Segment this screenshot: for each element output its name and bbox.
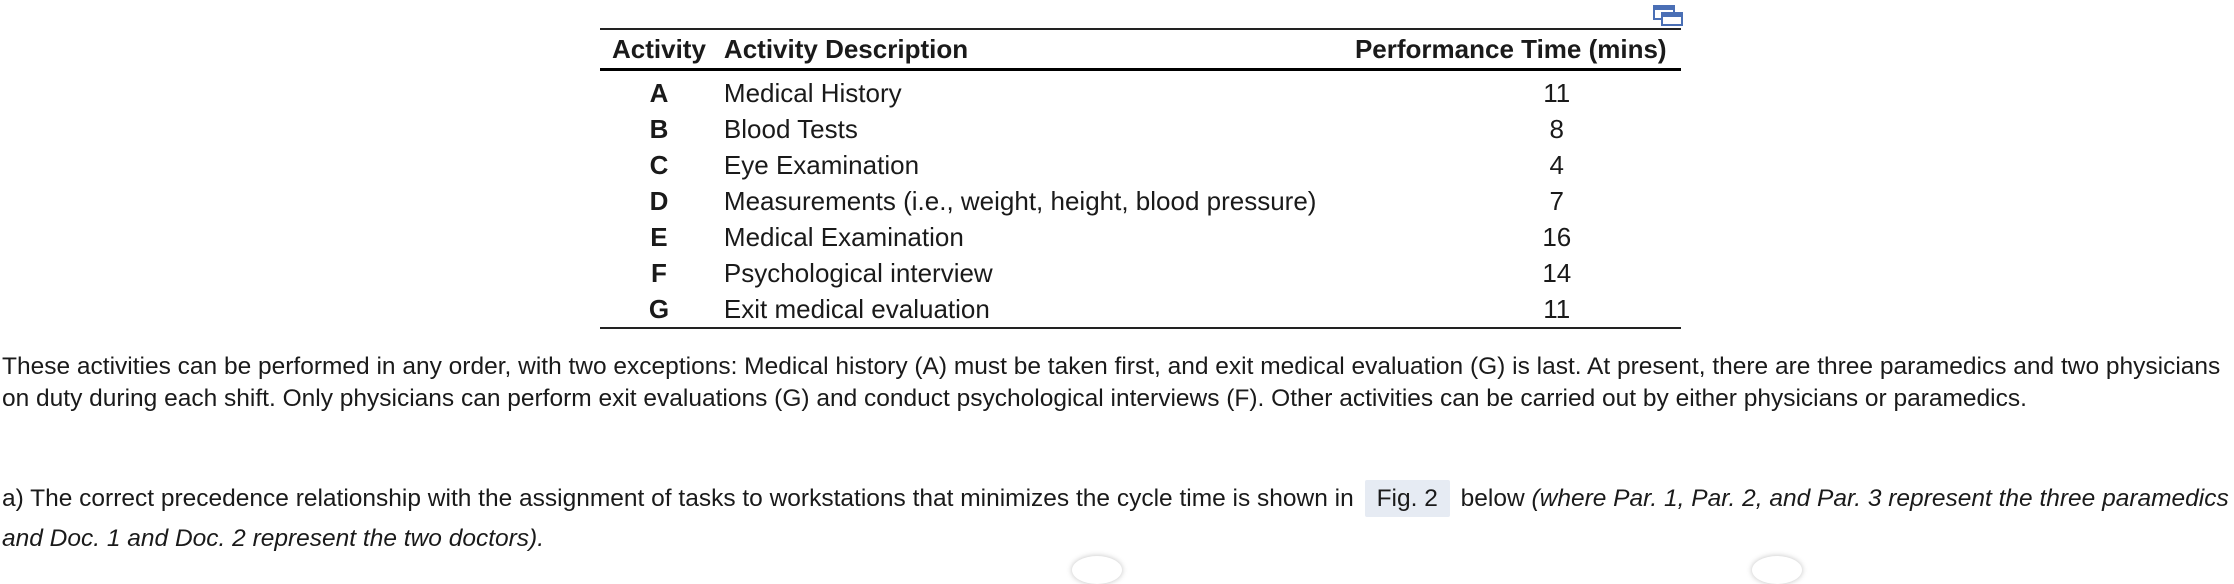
activity-description: Measurements (i.e., weight, height, blood pressure) [723, 185, 1317, 216]
table-row [600, 255, 1681, 291]
activity-code: D [649, 185, 669, 216]
activity-code: G [600, 291, 712, 328]
activity-code: A [649, 77, 669, 108]
table-row [600, 219, 1681, 255]
header-activity: Activity [600, 29, 712, 70]
activity-code: C [649, 149, 669, 180]
performance-time: 7 [1549, 185, 1565, 216]
activity-description: Blood Tests [723, 113, 858, 144]
performance-time: 8 [1549, 113, 1565, 144]
activity-description: Psychological interview [723, 257, 993, 288]
activity-code: F [651, 257, 667, 288]
activity-code: B [649, 113, 669, 144]
question-a-note: (where Par. 1, Par. 2, and Par. 3 represent the three paramedics and Doc. 1 and Doc. 2 represent the two doctors). [2, 485, 2229, 552]
fig-2-link[interactable]: Fig. 2 [1365, 480, 1450, 517]
figure-node-hint [1072, 556, 1122, 584]
table-header-row [600, 29, 1681, 70]
expand-window-icon[interactable] [1653, 2, 1683, 26]
performance-time: 16 [1542, 221, 1572, 252]
activity-code: E [650, 221, 668, 252]
table-row [600, 111, 1681, 147]
header-description: Activity Description [712, 29, 1339, 70]
table-row [600, 183, 1681, 219]
performance-time: 11 [1543, 77, 1571, 108]
question-a-text: a) The correct precedence relationship with the assignment of tasks to workstations that minimizes the cycle time is shown in [2, 485, 1354, 512]
activity-description: Exit medical evaluation [712, 291, 1339, 328]
performance-time: 4 [1549, 149, 1565, 180]
performance-time: 11 [1339, 291, 1681, 328]
question-a-paragraph [2, 479, 2234, 559]
performance-time: 14 [1542, 257, 1572, 288]
constraints-paragraph: These activities can be performed in any order, with two exceptions: Medical history (A) must be taken first, and exit medical evaluation (G) is last. At present, there are three paramedics and two physicians on duty during each shift. Only physicians can perform exit evaluations (G) and conduct psychological interviews (F). Other activities can be carried out by either physicians or paramedics. [2, 353, 2221, 412]
activity-description: Medical History [723, 77, 902, 108]
table-row [600, 147, 1681, 183]
figure-node-hint [1752, 556, 1802, 584]
question-a-below: below [1460, 485, 1525, 512]
activity-table [600, 28, 1681, 329]
table-row [600, 291, 1681, 328]
table-row [600, 70, 1681, 112]
activity-description: Medical Examination [723, 221, 964, 252]
header-time: Performance Time (mins) [1339, 29, 1681, 70]
activity-description: Eye Examination [723, 149, 920, 180]
